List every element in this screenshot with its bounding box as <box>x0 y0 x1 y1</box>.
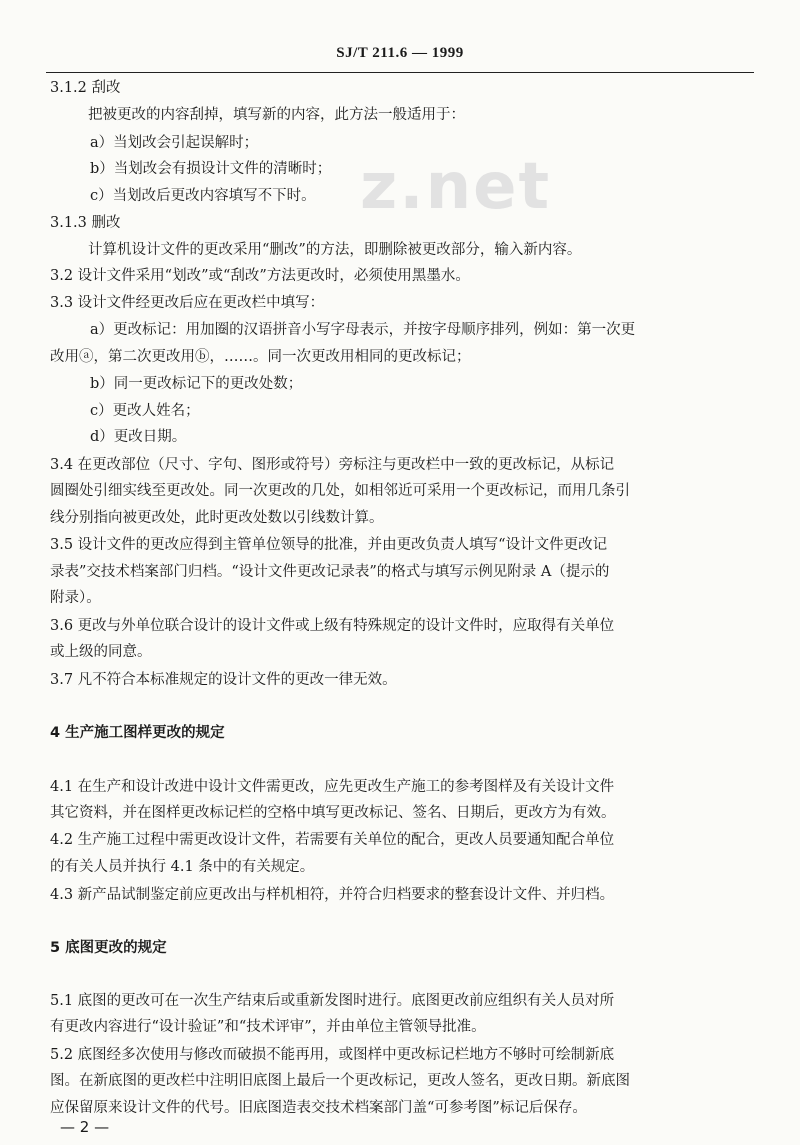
section-5-heading: 5 底图更改的规定 <box>50 939 167 956</box>
clause-3-6: 3.6 更改与外单位联合设计的设计文件或上级有特殊规定的设计文件时，应取得有关单位 <box>50 617 615 634</box>
list-item: d）更改日期。 <box>90 429 187 446</box>
watermark: z.net <box>360 150 552 224</box>
clause-3-5: 3.5 设计文件的更改应得到主管单位领导的批准，并由更改负责人填写“设计文件更改记 <box>50 537 608 554</box>
paragraph-line: 或上级的同意。 <box>50 644 152 661</box>
clause-4-2: 4.2 生产施工过程中需更改设计文件，若需要有关单位的配合，更改人员要通知配合单位 <box>50 831 615 848</box>
paragraph-line: 附录）。 <box>50 590 101 607</box>
page-number: — 2 — <box>60 1118 110 1136</box>
list-item: a）更改标记：用加圈的汉语拼音小写字母表示，并按字母顺序排列，例如：第一次更 <box>90 322 636 339</box>
clause-5-1: 5.1 底图的更改可在一次生产结束后或重新发图时进行。底图更改前应组织有关人员对所 <box>50 992 615 1009</box>
clause-3-1-3-heading: 3.1.3 删改 <box>50 215 121 232</box>
paragraph-line: 录表”交技术档案部门归档。“设计文件更改记录表”的格式与填写示例见附录 A（提示的 <box>50 563 610 580</box>
clause-3-4: 3.4 在更改部位（尺寸、字句、图形或符号）旁标注与更改栏中一致的更改标记，从标记 <box>50 456 615 473</box>
list-item: b）当划改会有损设计文件的清晰时； <box>90 161 332 178</box>
paragraph-line: 图。在新底图的更改栏中注明旧底图上最后一个更改标记，更改人签名，更改日期。新底图 <box>50 1073 630 1090</box>
paragraph-line: 应保留原来设计文件的代号。旧底图造表交技术档案部门盖“可参考图”标记后保存。 <box>50 1100 587 1116</box>
paragraph-line: 计算机设计文件的更改采用“删改”的方法，即删除被更改部分，输入新内容。 <box>88 241 582 258</box>
paragraph-line: 其它资料，并在图样更改标记栏的空格中填写更改标记、签名、日期后，更改方为有效。 <box>50 805 616 822</box>
list-item: c）更改人姓名； <box>90 402 200 419</box>
clause-3-7: 3.7 凡不符合本标准规定的设计文件的更改一律无效。 <box>50 671 397 688</box>
clause-4-1: 4.1 在生产和设计改进中设计文件需更改，应先更改生产施工的参考图样及有关设计文件 <box>50 778 615 795</box>
header-rule <box>46 72 754 73</box>
paragraph-line: 线分别指向被更改处，此时更改处数以引线数计算。 <box>50 509 384 526</box>
paragraph-line: 改用ⓐ，第二次更改用ⓑ，……。同一次更改用相同的更改标记； <box>50 348 471 365</box>
paragraph-line: 把被更改的内容刮掉，填写新的内容，此方法一般适用于： <box>88 107 465 124</box>
paragraph-line: 的有关人员并执行 4.1 条中的有关规定。 <box>50 859 315 876</box>
list-item: a）当划改会引起误解时； <box>90 134 259 151</box>
clause-3-2: 3.2 设计文件采用“划改”或“刮改”方法更改时，必须使用黑墨水。 <box>50 268 470 285</box>
clause-5-2: 5.2 底图经多次使用与修改而破损不能再用，或图样中更改标记栏地方不够时可绘制新底 <box>50 1046 615 1063</box>
list-item: c）当划改后更改内容填写不下时。 <box>90 187 316 204</box>
section-4-heading: 4 生产施工图样更改的规定 <box>50 724 225 741</box>
clause-3-1-2-heading: 3.1.2 刮改 <box>50 80 121 96</box>
list-item: b）同一更改标记下的更改处数； <box>90 376 303 393</box>
clause-3-3: 3.3 设计文件经更改后应在更改栏中填写： <box>50 294 325 311</box>
paragraph-line: 有更改内容进行“设计验证”和“技术评审”，并由单位主管领导批准。 <box>50 1019 486 1036</box>
paragraph-line: 圆圈处引细实线至更改处。同一次更改的几处，如相邻近可采用一个更改标记，而用几条引 <box>50 483 630 500</box>
clause-4-3: 4.3 新产品试制鉴定前应更改出与样机相符，并符合归档要求的整套设计文件、并归档。 <box>50 886 615 903</box>
page-header: SJ/T 211.6 — 1999 <box>336 45 464 61</box>
